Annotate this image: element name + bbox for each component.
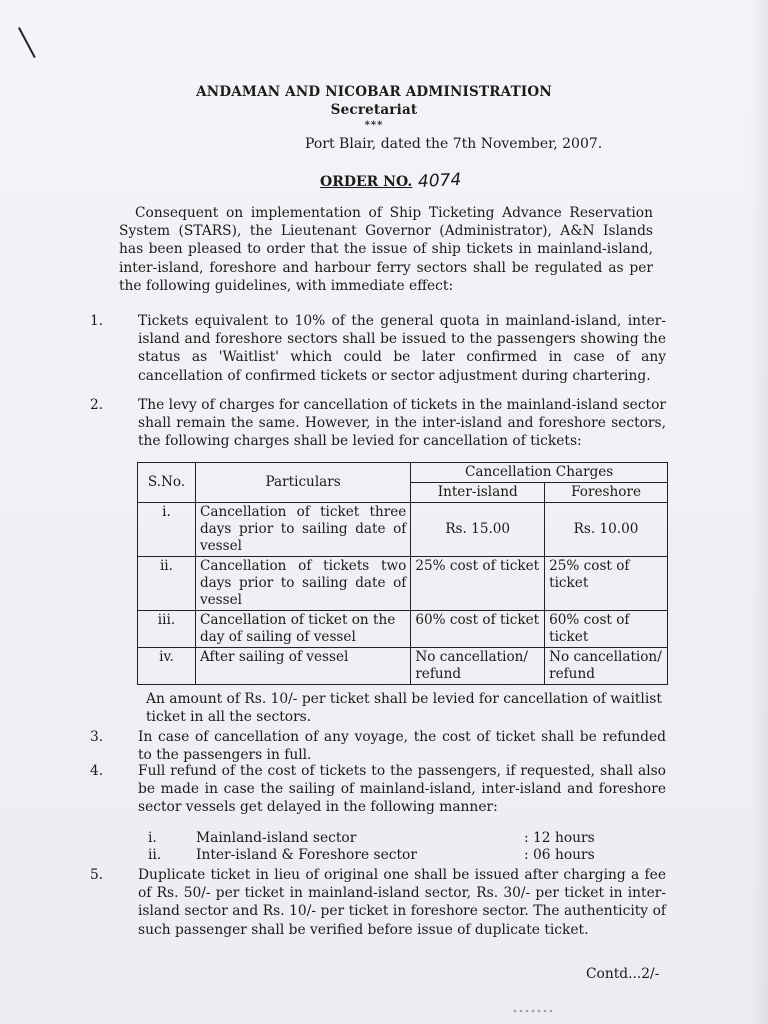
delay-sector-row: [148, 830, 628, 847]
guideline-item: [90, 396, 666, 451]
item-text: Duplicate ticket in lieu of original one shall be issued after charging a fee of Rs. 50/- per ticket in mainland-island sector, Rs. 30/- per ticket in inter-island sector and Rs. 10/- per ticket in foreshore sector. The authenticity of such passenger shall be verified before issue of duplicate ticket.: [138, 867, 666, 938]
item-text: Tickets equivalent to 10% of the general quota in mainland-island, inter-island and foreshore sectors shall be issued to the passengers showing the status as 'Waitlist' which could be later confirmed in case of any cancellation of confirmed tickets or sector adjustment during chartering.: [138, 313, 666, 384]
row-foreshore: 60% cost of ticket: [545, 611, 668, 648]
header-cancellation-charges: Cancellation Charges: [411, 463, 668, 483]
row-sno: ii.: [138, 557, 196, 611]
intro-paragraph: Consequent on implementation of Ship Ticketing Advance Reservation System (STARS), the Lieutenant Governor (Administrator), A&N Islands has been pleased to order that the issue of ship tickets in mainland-island, inter-island, foreshore and harbour ferry sectors shall be regulated as per the following guidelines, with immediate effect:: [119, 205, 653, 294]
dateline: Port Blair, dated the 7th November, 2007.: [305, 136, 603, 152]
row-sno: i.: [138, 503, 196, 557]
row-foreshore: No cancellation/ refund: [545, 648, 668, 685]
administration-heading: ANDAMAN AND NICOBAR ADMINISTRATION: [196, 84, 552, 100]
table-row: [138, 611, 668, 648]
row-foreshore: 25% cost of ticket: [545, 557, 668, 611]
row-inter-island: Rs. 15.00: [411, 503, 545, 557]
sector-number: i.: [148, 830, 157, 846]
row-particulars: After sailing of vessel: [195, 648, 410, 685]
table-row: [138, 503, 668, 557]
item-number: 4.: [90, 763, 104, 779]
header-inter-island: Inter-island: [411, 483, 545, 503]
order-label: ORDER NO.: [320, 174, 413, 190]
item-number: 1.: [90, 313, 104, 329]
guideline-item: [90, 728, 666, 764]
sector-delay-hours: : 12 hours: [524, 830, 595, 846]
row-inter-island: No cancellation/ refund: [411, 648, 545, 685]
header-particulars: Particulars: [195, 463, 410, 503]
sector-number: ii.: [148, 847, 162, 863]
header-sno: S.No.: [138, 463, 196, 503]
table-row: [138, 557, 668, 611]
row-foreshore: Rs. 10.00: [545, 503, 668, 557]
item-text: The levy of charges for cancellation of tickets in the mainland-island sector shall remain the same. However, in the inter-island and foreshore sectors, the following charges shall be levied for cancellation of tickets:: [138, 397, 666, 450]
item-number: 3.: [90, 729, 104, 745]
row-particulars: Cancellation of ticket on the day of sailing of vessel: [195, 611, 410, 648]
secretariat-heading: Secretariat: [330, 102, 418, 118]
order-number-handwritten: 4074: [417, 169, 462, 193]
row-sno: iv.: [138, 648, 196, 685]
scan-specks: [512, 1008, 552, 1014]
guideline-item: [90, 762, 666, 817]
heading-asterisks: ***: [364, 120, 384, 131]
table-row: [138, 648, 668, 685]
row-particulars: Cancellation of tickets two days prior to sailing date of vessel: [195, 557, 410, 611]
page-edge-shadow: [750, 0, 768, 1024]
table-header-row: [138, 463, 668, 483]
guideline-item: [90, 312, 666, 385]
header-foreshore: Foreshore: [545, 483, 668, 503]
item-text: In case of cancellation of any voyage, the cost of ticket shall be refunded to the passengers in full.: [138, 729, 666, 764]
row-sno: iii.: [138, 611, 196, 648]
row-inter-island: 25% cost of ticket: [411, 557, 545, 611]
item-text: Full refund of the cost of tickets to the passengers, if requested, shall also be made in case the sailing of mainland-island, inter-island and foreshore sector vessels get delayed in the following manner:: [138, 763, 666, 816]
sector-label: Mainland-island sector: [196, 830, 357, 846]
item-number: 5.: [90, 867, 104, 883]
delay-sector-row: [148, 847, 628, 864]
order-number-line: [320, 171, 461, 191]
guideline-item: [90, 866, 666, 939]
continued-marker: Contd...2/-: [586, 966, 660, 982]
sector-label: Inter-island & Foreshore sector: [196, 847, 417, 863]
item-number: 2.: [90, 397, 104, 413]
row-particulars: Cancellation of ticket three days prior to sailing date of vessel: [195, 503, 410, 557]
sector-delay-hours: : 06 hours: [524, 847, 595, 863]
cancellation-charges-table: [137, 462, 668, 685]
row-inter-island: 60% cost of ticket: [411, 611, 545, 648]
waitlist-levy-note: An amount of Rs. 10/- per ticket shall be levied for cancellation of waitlist ticket in all the sectors.: [146, 691, 662, 726]
pen-mark: [18, 27, 36, 58]
